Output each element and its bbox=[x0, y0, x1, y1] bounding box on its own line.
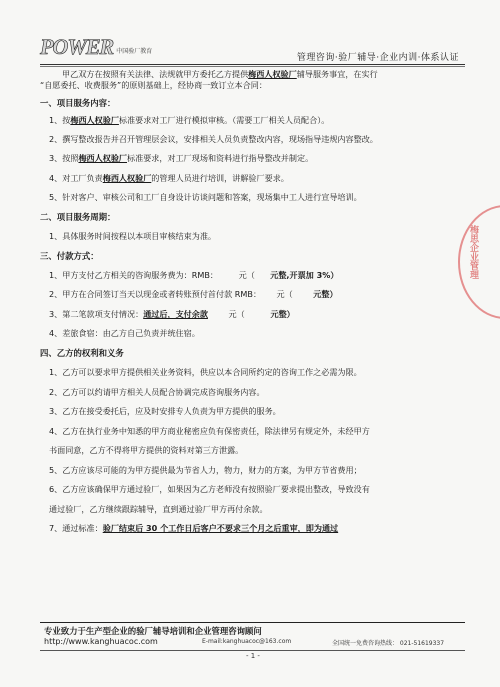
footer-divider bbox=[40, 622, 465, 623]
page-number: - 1 - bbox=[246, 652, 260, 660]
sec4-item-5: 5、乙方应该尽可能的为甲方提供最为节省人力，物力，财力的方案，为甲方节省费用； bbox=[49, 465, 362, 475]
sec3-item-3: 3、第二笔款项支付情况：通过后，支付余款 元（ 元整） bbox=[49, 309, 295, 319]
header-divider-thin bbox=[40, 66, 465, 67]
section-2-title: 二、项目服务周期： bbox=[40, 212, 116, 222]
sec3-item-1: 1、甲方支付乙方相关的咨询服务费为：RMB： 元（ 元整,开票加 3%） bbox=[49, 270, 339, 280]
intro-line-2: “自愿委托、收费服务”的原则基础上，经协商一致订立本合同： bbox=[40, 80, 267, 90]
sec1-item-1: 1、按梅西人权验厂标准要求对工厂进行模拟审核。（需要工厂相关人员配合）。 bbox=[49, 115, 330, 125]
sec1-item-5: 5、针对客户、审核公司和工厂自身设计访谈问题和答案，现场集中工人进行宣导培训。 bbox=[49, 192, 362, 202]
company-logo bbox=[40, 34, 152, 60]
sec4-item-4-cont: 书面同意，乙方不得将甲方提供的资料对第三方泄露。 bbox=[49, 445, 244, 455]
footer-hotline: 全国统一免费咨询热线： 021-51619337 bbox=[332, 640, 445, 647]
footer-website-link[interactable]: http://www.kanghuacoc.com bbox=[44, 637, 158, 646]
intro-line-1: 甲乙双方在按照有关法律、法规就甲方委托乙方提供梅西人权验厂辅导服务事宜，在实行 bbox=[62, 69, 378, 79]
section-3-title: 三、付款方式： bbox=[40, 251, 99, 261]
sec4-item-6-cont: 通过验厂，乙方继续跟踪辅导，直到通过验厂甲方再付余款。 bbox=[49, 504, 268, 514]
sec4-item-6: 6、乙方应该确保甲方通过验厂，如果因为乙方老师没有按照验厂要求提出整改，导致没有 bbox=[49, 484, 370, 494]
sec4-item-4: 4、乙方在执行业务中知悉的甲方商业秘密应负有保密责任，除法律另有规定外，未经甲方 bbox=[49, 426, 370, 436]
sec4-item-3: 3、乙方在接受委托后，应及时安排专人负责为甲方提供的服务。 bbox=[49, 406, 281, 416]
header-divider bbox=[40, 64, 465, 65]
sec1-item-4: 4、对工厂负责梅西人权验厂的管理人员进行培训，讲解验厂要求。 bbox=[49, 173, 289, 183]
sec1-item-3: 3、按照梅西人权验厂标准要求，对工厂现场和资料进行指导整改并制定。 bbox=[49, 153, 314, 163]
sec2-item-1: 1、具体服务时间按程以本项目审核结束为准。 bbox=[49, 231, 217, 241]
sec1-item-2: 2、撰写整改报告并召开管理层会议，安排相关人员负责整改内容，现场指导违规内容整改。 bbox=[49, 134, 378, 144]
seal-text: 梅思企业管理 bbox=[468, 225, 478, 279]
section-4-title: 四、乙方的权利和义务 bbox=[40, 348, 124, 358]
footer-divider-thin bbox=[40, 650, 465, 651]
sec4-item-7: 7、通过标准：验厂结束后 30 个工作日后客户不要求三个月之后重审，即为通过 bbox=[49, 523, 339, 533]
sec4-item-2: 2、乙方可以约请甲方相关人员配合协调完成咨询服务内容。 bbox=[49, 387, 265, 397]
sec4-item-1: 1、乙方可以要求甲方提供相关业务资料，供应以本合同所约定的咨询工作之必需为限。 bbox=[49, 367, 362, 377]
sec3-item-2: 2、甲方在合同签订当天以现金或者转账预付首付款 RMB： 元（ 元整） bbox=[49, 289, 338, 299]
section-1-title: 一、项目服务内容： bbox=[40, 98, 116, 108]
page-footer bbox=[40, 622, 465, 662]
logo-word: POWER bbox=[40, 34, 114, 59]
logo-subtitle: 中国验厂教育 bbox=[116, 47, 153, 55]
footer-slogan: 专业致力于生产型企业的验厂辅导培训和企业管理咨询顾问 bbox=[44, 626, 262, 636]
sec3-item-4: 4、差旅食宿：由乙方自己负责并统住宿。 bbox=[49, 328, 200, 338]
company-seal bbox=[450, 205, 500, 325]
footer-email-link[interactable]: E-mail:kanghuacoc@163.com bbox=[202, 638, 292, 645]
page-header bbox=[40, 30, 465, 68]
header-tagline: 管理咨询·验厂辅导·企业内训·体系认证 bbox=[296, 53, 459, 63]
